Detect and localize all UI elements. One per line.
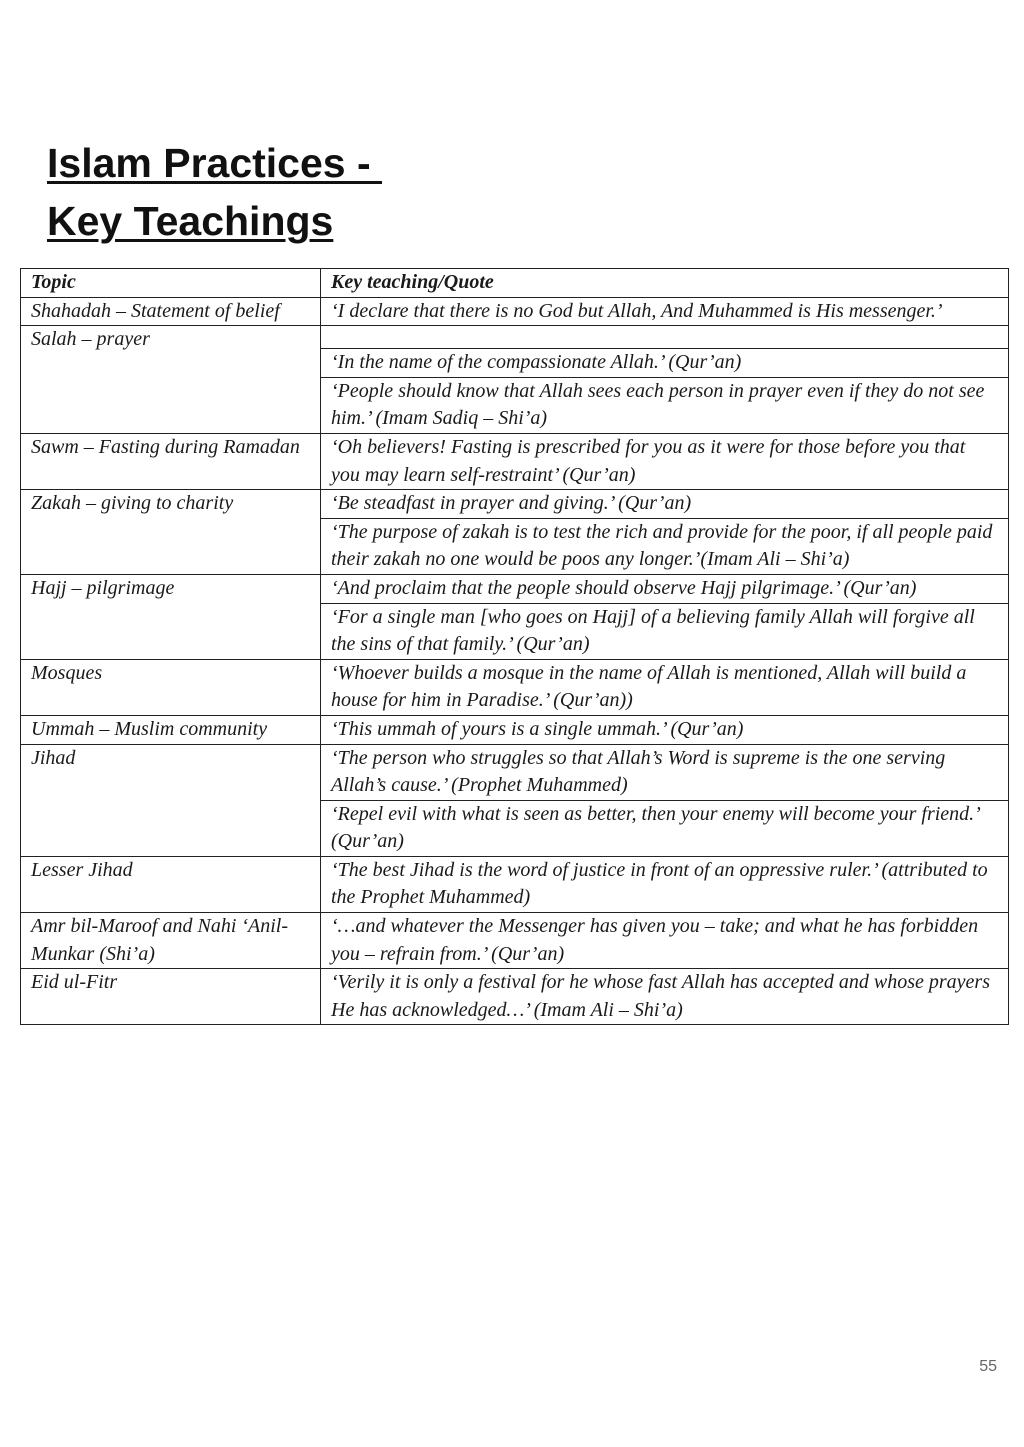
quote-cell: ‘Repel evil with what is seen as better, then your enemy will become your friend.’ (Qur’an) [321,800,1009,856]
topic-cell: Amr bil-Maroof and Nahi ‘Anil-Munkar (Shi’a) [21,913,321,969]
header-topic: Topic [21,269,321,298]
table-row [21,433,1009,489]
table-row [21,297,1009,326]
table-row [21,715,1009,744]
quote-cell: ‘Whoever builds a mosque in the name of Allah is mentioned, Allah will build a house for him in Paradise.’ (Qur’an)) [321,659,1009,715]
topic-cell: Shahadah – Statement of belief [21,297,321,326]
title-line-2: Key Teachings [47,198,334,244]
quote-cell: ‘Oh believers! Fasting is prescribed for you as it were for those before you that you may learn self-restraint’ (Qur’an) [321,433,1009,489]
quote-cell: ‘This ummah of yours is a single ummah.’ (Qur’an) [321,715,1009,744]
topic-cell: Eid ul-Fitr [21,969,321,1025]
quote-cell: ‘In the name of the compassionate Allah.’ (Qur’an) [321,349,1009,378]
quote-cell: ‘Be steadfast in prayer and giving.’ (Qur’an) [321,490,1009,519]
topic-cell: Mosques [21,659,321,715]
topic-cell: Jihad [21,744,321,856]
table-header-row [21,269,1009,298]
table-row [21,659,1009,715]
title-line-1: Islam Practices - [47,140,383,186]
page-number: 55 [979,1358,997,1375]
topic-cell: Sawm – Fasting during Ramadan [21,433,321,489]
table-row [21,913,1009,969]
topic-cell: Salah – prayer [21,326,321,434]
table-body [21,297,1009,1025]
table-row [21,326,1009,349]
table-row [21,490,1009,519]
topic-cell: Lesser Jihad [21,856,321,912]
quote-cell: ‘Verily it is only a festival for he whose fast Allah has accepted and whose prayers He has acknowledged…’ (Imam Ali – Shi’a) [321,969,1009,1025]
page-title [47,134,382,250]
header-key-teaching: Key teaching/Quote [321,269,1009,298]
quote-cell: ‘People should know that Allah sees each person in prayer even if they do not see him.’ (Imam Sadiq – Shi’a) [321,377,1009,433]
quote-cell [321,326,1009,349]
quote-cell: ‘For a single man [who goes on Hajj] of a believing family Allah will forgive all the sins of that family.’ (Qur’an) [321,603,1009,659]
topic-cell: Zakah – giving to charity [21,490,321,575]
quote-cell: ‘…and whatever the Messenger has given you – take; and what he has forbidden you – refrain from.’ (Qur’an) [321,913,1009,969]
topic-cell: Hajj – pilgrimage [21,574,321,659]
table-row [21,744,1009,800]
table-row [21,574,1009,603]
quote-cell: ‘The person who struggles so that Allah’s Word is supreme is the one serving Allah’s cause.’ (Prophet Muhammed) [321,744,1009,800]
quote-cell: ‘The purpose of zakah is to test the rich and provide for the poor, if all people paid their zakah no one would be poos any longer.’(Imam Ali – Shi’a) [321,518,1009,574]
quote-cell: ‘The best Jihad is the word of justice in front of an oppressive ruler.’ (attributed to the Prophet Muhammed) [321,856,1009,912]
table-row [21,969,1009,1025]
topic-cell: Ummah – Muslim community [21,715,321,744]
table-row [21,856,1009,912]
key-teachings-table [20,268,1009,1025]
quote-cell: ‘And proclaim that the people should observe Hajj pilgrimage.’ (Qur’an) [321,574,1009,603]
quote-cell: ‘I declare that there is no God but Allah, And Muhammed is His messenger.’ [321,297,1009,326]
